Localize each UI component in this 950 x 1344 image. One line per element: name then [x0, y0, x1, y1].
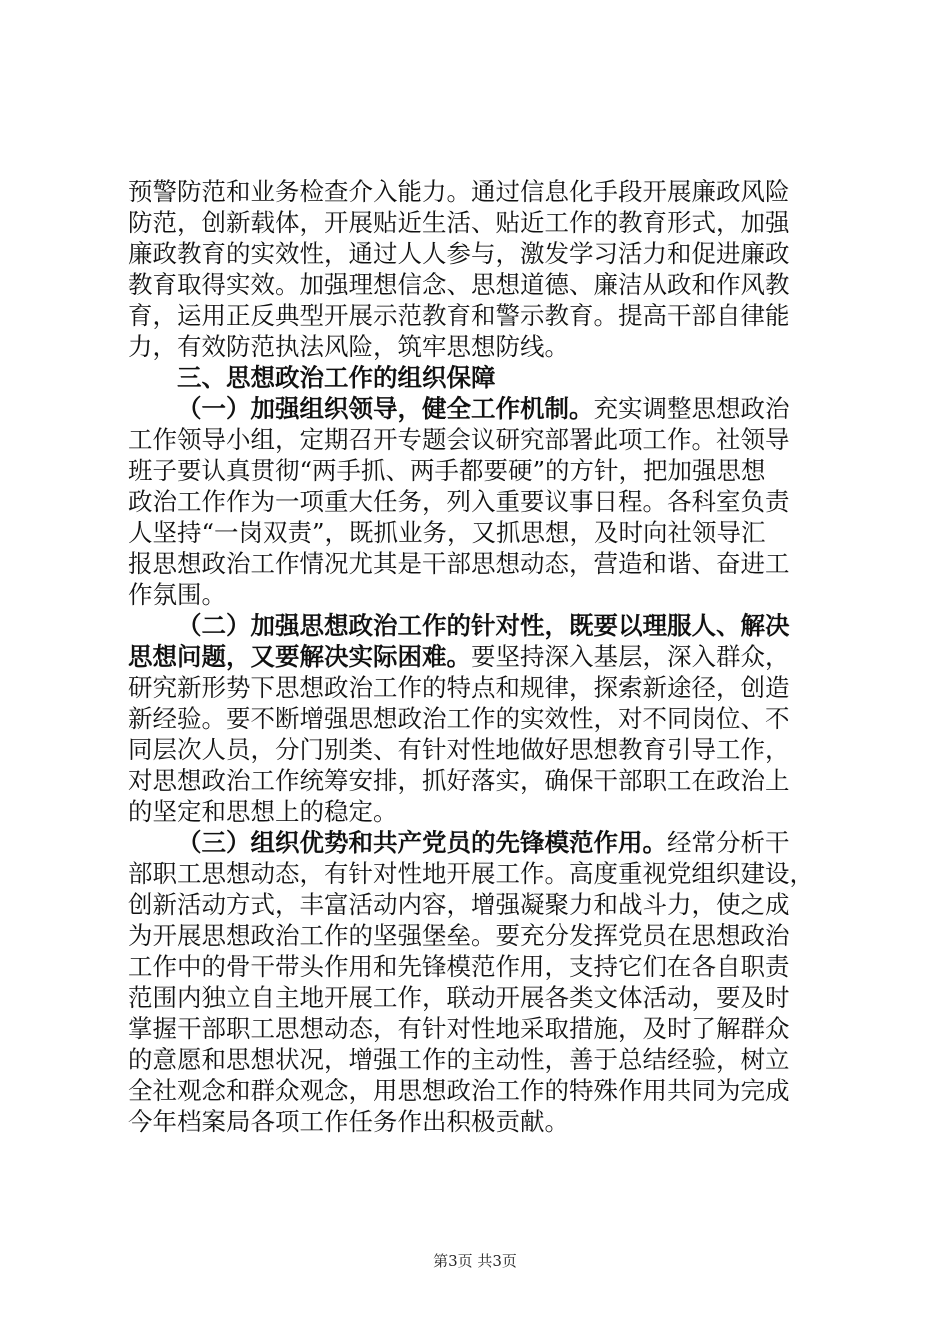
item-3-paragraph: [128, 827, 828, 1137]
text-line: [128, 827, 828, 858]
item-2-second-line-rest: 要坚持深入基层，深入群众，: [471, 642, 790, 671]
text-line: 同层次人员，分门别类、有针对性地做好思想教育引导工作，: [128, 735, 790, 764]
item-1-paragraph: [128, 393, 828, 610]
text-line: 预警防范和业务检查介入能力。通过信息化手段开展廉政风险: [128, 177, 790, 206]
item-3-first-line-rest: 经常分析干: [667, 828, 790, 857]
text-line: 工作中的骨干带头作用和先锋模范作用，支持它们在各自职责: [128, 952, 790, 981]
text-line: 教育取得实效。加强理想信念、思想道德、廉洁从政和作风教: [128, 270, 790, 299]
document-body: [128, 176, 828, 1137]
paragraph-1: [128, 176, 828, 362]
text-line: 部职工思想动态，有针对性地开展工作。高度重视党组织建设，: [128, 859, 814, 888]
text-line: 对思想政治工作统筹安排，抓好落实，确保干部职工在政治上: [128, 766, 790, 795]
text-line: 廉政教育的实效性，通过人人参与，激发学习活力和促进廉政: [128, 239, 790, 268]
text-line: 政治工作作为一项重大任务，列入重要议事日程。各科室负责: [128, 487, 790, 516]
text-line: 人坚持“一岗双责”，既抓业务，又抓思想，及时向社领导汇: [128, 518, 766, 547]
item-2-paragraph: [128, 610, 828, 827]
text-line: 掌握干部职工思想动态，有针对性地采取措施，及时了解群众: [128, 1014, 790, 1043]
item-1-lead: （一）加强组织领导，健全工作机制。: [177, 394, 594, 423]
text-line: 范围内独立自主地开展工作，联动开展各类文体活动，要及时: [128, 983, 790, 1012]
section-heading: 三、思想政治工作的组织保障: [177, 363, 496, 392]
page-footer: [0, 1250, 950, 1271]
page-number-label: 第3页 共3页: [433, 1252, 517, 1270]
text-line: 新经验。要不断增强思想政治工作的实效性，对不同岗位、不: [128, 704, 790, 733]
item-3-lead: （三）组织优势和共产党员的先锋模范作用。: [177, 828, 667, 857]
text-line: 创新活动方式，丰富活动内容，增强凝聚力和战斗力，使之成: [128, 890, 790, 919]
text-line: [128, 641, 828, 672]
text-line: 防范，创新载体，开展贴近生活、贴近工作的教育形式，加强: [128, 208, 790, 237]
text-line: 育，运用正反典型开展示范教育和警示教育。提高干部自律能: [128, 301, 790, 330]
text-line: 全社观念和群众观念，用思想政治工作的特殊作用共同为完成: [128, 1076, 790, 1105]
item-2-lead-line-1: （二）加强思想政治工作的针对性，既要以理服人、解决: [177, 611, 790, 640]
text-line: 班子要认真贯彻“两手抓、两手都要硬”的方针，把加强思想: [128, 456, 766, 485]
text-line: 今年档案局各项工作任务作出积极贡献。: [128, 1107, 569, 1136]
text-line: [128, 393, 828, 424]
text-line: 作氛围。: [128, 580, 226, 609]
text-line: 研究新形势下思想政治工作的特点和规律，探索新途径，创造: [128, 673, 790, 702]
text-line: 力，有效防范执法风险，筑牢思想防线。: [128, 332, 569, 361]
text-line: 的意愿和思想状况，增强工作的主动性，善于总结经验，树立: [128, 1045, 790, 1074]
text-line: 的坚定和思想上的稳定。: [128, 797, 398, 826]
text-line: 报思想政治工作情况尤其是干部思想动态，营造和谐、奋进工: [128, 549, 790, 578]
item-2-lead-line-2: 思想问题，又要解决实际困难。: [128, 642, 471, 671]
text-line: 工作领导小组，定期召开专题会议研究部署此项工作。社领导: [128, 425, 790, 454]
text-line: 为开展思想政治工作的坚强堡垒。要充分发挥党员在思想政治: [128, 921, 790, 950]
item-1-first-line-rest: 充实调整思想政治: [593, 394, 790, 423]
